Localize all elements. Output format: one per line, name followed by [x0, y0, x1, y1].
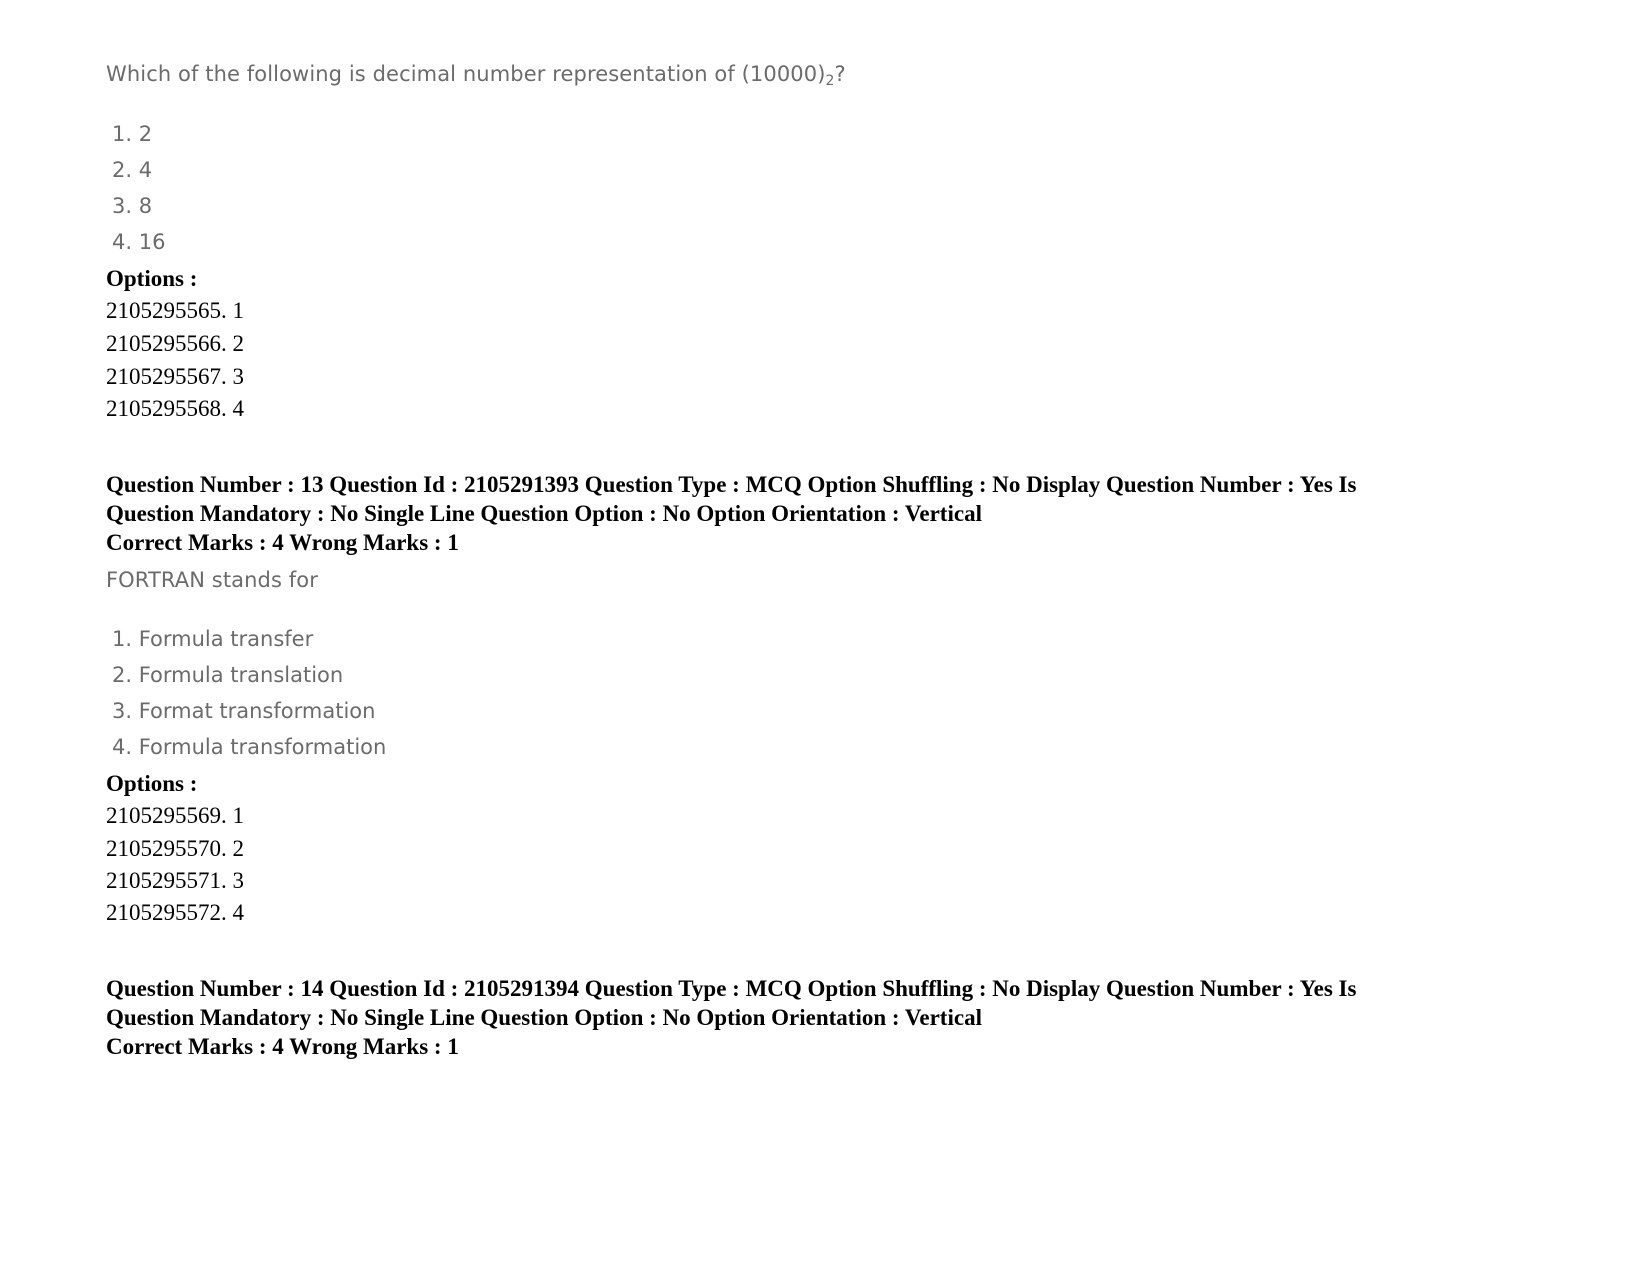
question-13-option-2: 2105295570. 2: [106, 836, 244, 861]
question-14-metadata-line-1: Question Number : 14 Question Id : 2105291394 Question Type : MCQ Option Shuffling : No Display Question Number : Yes Is: [106, 976, 1357, 1001]
question-12-option-4: 2105295568. 4: [106, 396, 244, 421]
question-12-option-3: 2105295567. 3: [106, 364, 244, 389]
question-13-choice-4: 4. Formula transformation: [112, 735, 387, 759]
question-12-choice-4: 4. 16: [112, 230, 166, 254]
question-13-options-label: Options :: [106, 771, 198, 796]
question-14-marks: Correct Marks : 4 Wrong Marks : 1: [106, 1034, 459, 1059]
question-13-option-1: 2105295569. 1: [106, 803, 244, 828]
question-13-choice-1: 1. Formula transfer: [112, 627, 314, 651]
question-13-metadata-line-1: Question Number : 13 Question Id : 2105291393 Question Type : MCQ Option Shuffling : No Display Question Number : Yes Is: [106, 472, 1357, 497]
question-13-option-4: 2105295572. 4: [106, 900, 244, 925]
question-14-metadata: [106, 974, 1506, 1032]
question-12-option-2: 2105295566. 2: [106, 331, 244, 356]
question-12-choice-2: 2. 4: [112, 158, 153, 182]
question-13-metadata: [106, 470, 1506, 528]
question-12-option-1: 2105295565. 1: [106, 298, 244, 323]
question-13-choice-2: 2. Formula translation: [112, 663, 344, 687]
question-13-marks: Correct Marks : 4 Wrong Marks : 1: [106, 530, 459, 555]
question-12-choice-3: 3. 8: [112, 194, 153, 218]
question-13-option-3: 2105295571. 3: [106, 868, 244, 893]
question-12-text-end: ?: [834, 62, 846, 86]
question-12-choice-1: 1. 2: [112, 122, 153, 146]
question-13-choice-3: 3. Format transformation: [112, 699, 376, 723]
question-12-text: [106, 62, 846, 89]
question-14-metadata-line-2: Question Mandatory : No Single Line Question Option : No Option Orientation : Vertical: [106, 1005, 982, 1030]
question-12-subscript: 2: [825, 73, 835, 89]
question-12-options-label: Options :: [106, 266, 198, 291]
question-13-metadata-line-2: Question Mandatory : No Single Line Question Option : No Option Orientation : Vertical: [106, 501, 982, 526]
question-12-text-main: Which of the following is decimal number representation of (10000): [106, 62, 826, 86]
question-13-text: FORTRAN stands for: [106, 568, 318, 592]
